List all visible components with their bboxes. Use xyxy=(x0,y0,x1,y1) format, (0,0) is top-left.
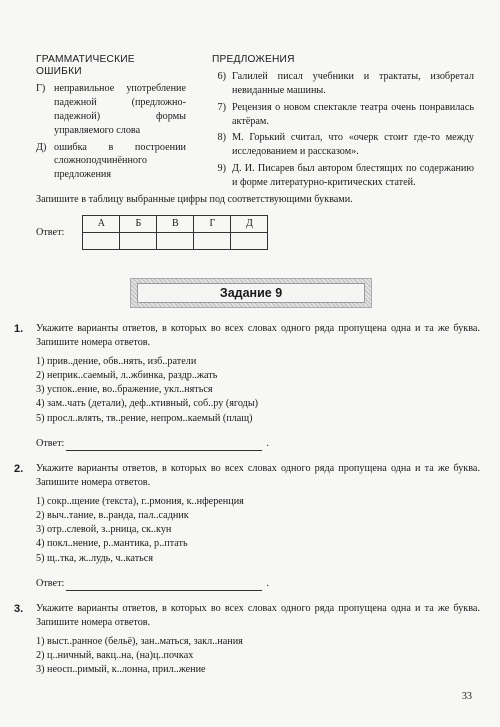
task-1 xyxy=(14,322,480,451)
answer-row xyxy=(36,437,480,451)
grammar-error-item xyxy=(36,82,186,137)
answer-cell[interactable] xyxy=(194,233,231,250)
answer-row xyxy=(36,577,480,591)
option-item: 5) щ..тка, ж..лудь, ч..каться xyxy=(36,552,154,564)
answer-table-header: В xyxy=(157,216,194,233)
grammar-errors-column xyxy=(36,54,186,185)
task-number: 3. xyxy=(14,603,24,615)
item-label: 8) xyxy=(217,132,226,144)
item-label: 7) xyxy=(217,101,226,113)
answer-end: . xyxy=(266,577,269,589)
section-title: Задание 9 xyxy=(137,283,365,303)
item-text: Рецензия о новом спектакле театра очень понравилась актёрам. xyxy=(232,101,474,127)
answer-table-header: Г xyxy=(194,216,231,233)
option-item: 1) сокр..щение (текста), г..рмония, к..нференция xyxy=(36,495,244,507)
item-text: неправильное употребление падежной (предложно-падежной) формы управляемого слова xyxy=(54,83,186,136)
option-item: 4) покл..нение, р..мантика, р..птать xyxy=(36,538,188,550)
task-question: Укажите варианты ответов, в которых во всех словах одного ряда пропущена одна и та же буква. Запишите номера ответов. xyxy=(36,323,480,348)
item-label: 9) xyxy=(217,162,226,174)
page-number: 33 xyxy=(461,691,472,702)
answer-cell[interactable] xyxy=(231,233,268,250)
sentences-heading: ПРЕДЛОЖЕНИЯ xyxy=(212,54,295,65)
answer-table-row xyxy=(36,215,268,250)
option-item: 3) отр..слевой, з..рница, ск..кун xyxy=(36,524,172,536)
item-text: М. Горький считал, что «очерк стоит где-то между исследованием и рассказом». xyxy=(232,132,474,158)
options-list xyxy=(36,635,480,678)
option-item: 2) неприк..саемый, л..жбинка, раздр..жать xyxy=(36,369,218,381)
answer-line[interactable] xyxy=(66,440,262,451)
task-number: 1. xyxy=(14,323,24,335)
option-item: 1) прив..дение, обв..нять, изб..ратели xyxy=(36,355,197,367)
sentence-item xyxy=(212,70,474,98)
option-item: 1) выст..ранное (бельё), зан..маться, закл..нания xyxy=(36,635,243,647)
item-label: Д) xyxy=(36,141,47,153)
grammar-error-item xyxy=(36,141,186,182)
answer-cell[interactable] xyxy=(120,233,157,250)
option-item: 3) успок..ение, во..бражение, укл..няться xyxy=(36,384,213,396)
option-item: 3) неосп..римый, к..лонна, прил..жение xyxy=(36,664,206,676)
option-item: 4) зам..чать (детали), деф..ктивный, соб..ру (ягоды) xyxy=(36,398,259,410)
answer-table-header: Б xyxy=(120,216,157,233)
task-question: Укажите варианты ответов, в которых во всех словах одного ряда пропущена одна и та же буква. Запишите номера ответов. xyxy=(36,603,480,628)
instruction-text: Запишите в таблицу выбранные цифры под соответствующими буквами. xyxy=(36,194,353,205)
answer-table-header: Д xyxy=(231,216,268,233)
answer-end: . xyxy=(266,437,269,449)
task-number: 2. xyxy=(14,463,24,475)
answer-table xyxy=(82,215,268,250)
grammar-errors-heading: ГРАММАТИЧЕСКИЕ ОШИБКИ xyxy=(36,54,135,78)
answer-label: Ответ: xyxy=(36,437,65,449)
option-item: 5) просл..влять, тв..рение, непром..каемый (плащ) xyxy=(36,412,253,424)
item-text: Галилей писал учебники и трактаты, изобретал невиданные машины. xyxy=(232,71,474,96)
sentences-column xyxy=(212,54,474,192)
item-text: Д. И. Писарев был автором блестящих по содержанию и форме литературно-критических статей. xyxy=(232,162,474,188)
option-item: 2) выч..тание, в..ранда, пал..садник xyxy=(36,509,189,521)
options-list xyxy=(36,495,480,566)
item-text: ошибка в построении сложноподчинённого предложения xyxy=(54,141,186,181)
answer-cell[interactable] xyxy=(83,233,120,250)
answer-cell[interactable] xyxy=(157,233,194,250)
option-item: 2) ц..ничный, вакц..на, (на)ц..почках xyxy=(36,649,194,661)
sentence-item xyxy=(212,101,474,129)
task-question: Укажите варианты ответов, в которых во всех словах одного ряда пропущена одна и та же буква. Запишите номера ответов. xyxy=(36,463,480,488)
section-banner xyxy=(130,278,372,308)
sentence-item xyxy=(212,131,474,159)
answer-table-header: А xyxy=(83,216,120,233)
answer-line[interactable] xyxy=(66,580,262,591)
item-label: Г) xyxy=(36,83,46,95)
task-3 xyxy=(14,602,480,677)
task-2 xyxy=(14,462,480,591)
item-label: 6) xyxy=(217,71,226,83)
answer-label: Ответ: xyxy=(36,226,65,238)
sentence-item xyxy=(212,162,474,190)
answer-label: Ответ: xyxy=(36,577,65,589)
options-list xyxy=(36,355,480,426)
